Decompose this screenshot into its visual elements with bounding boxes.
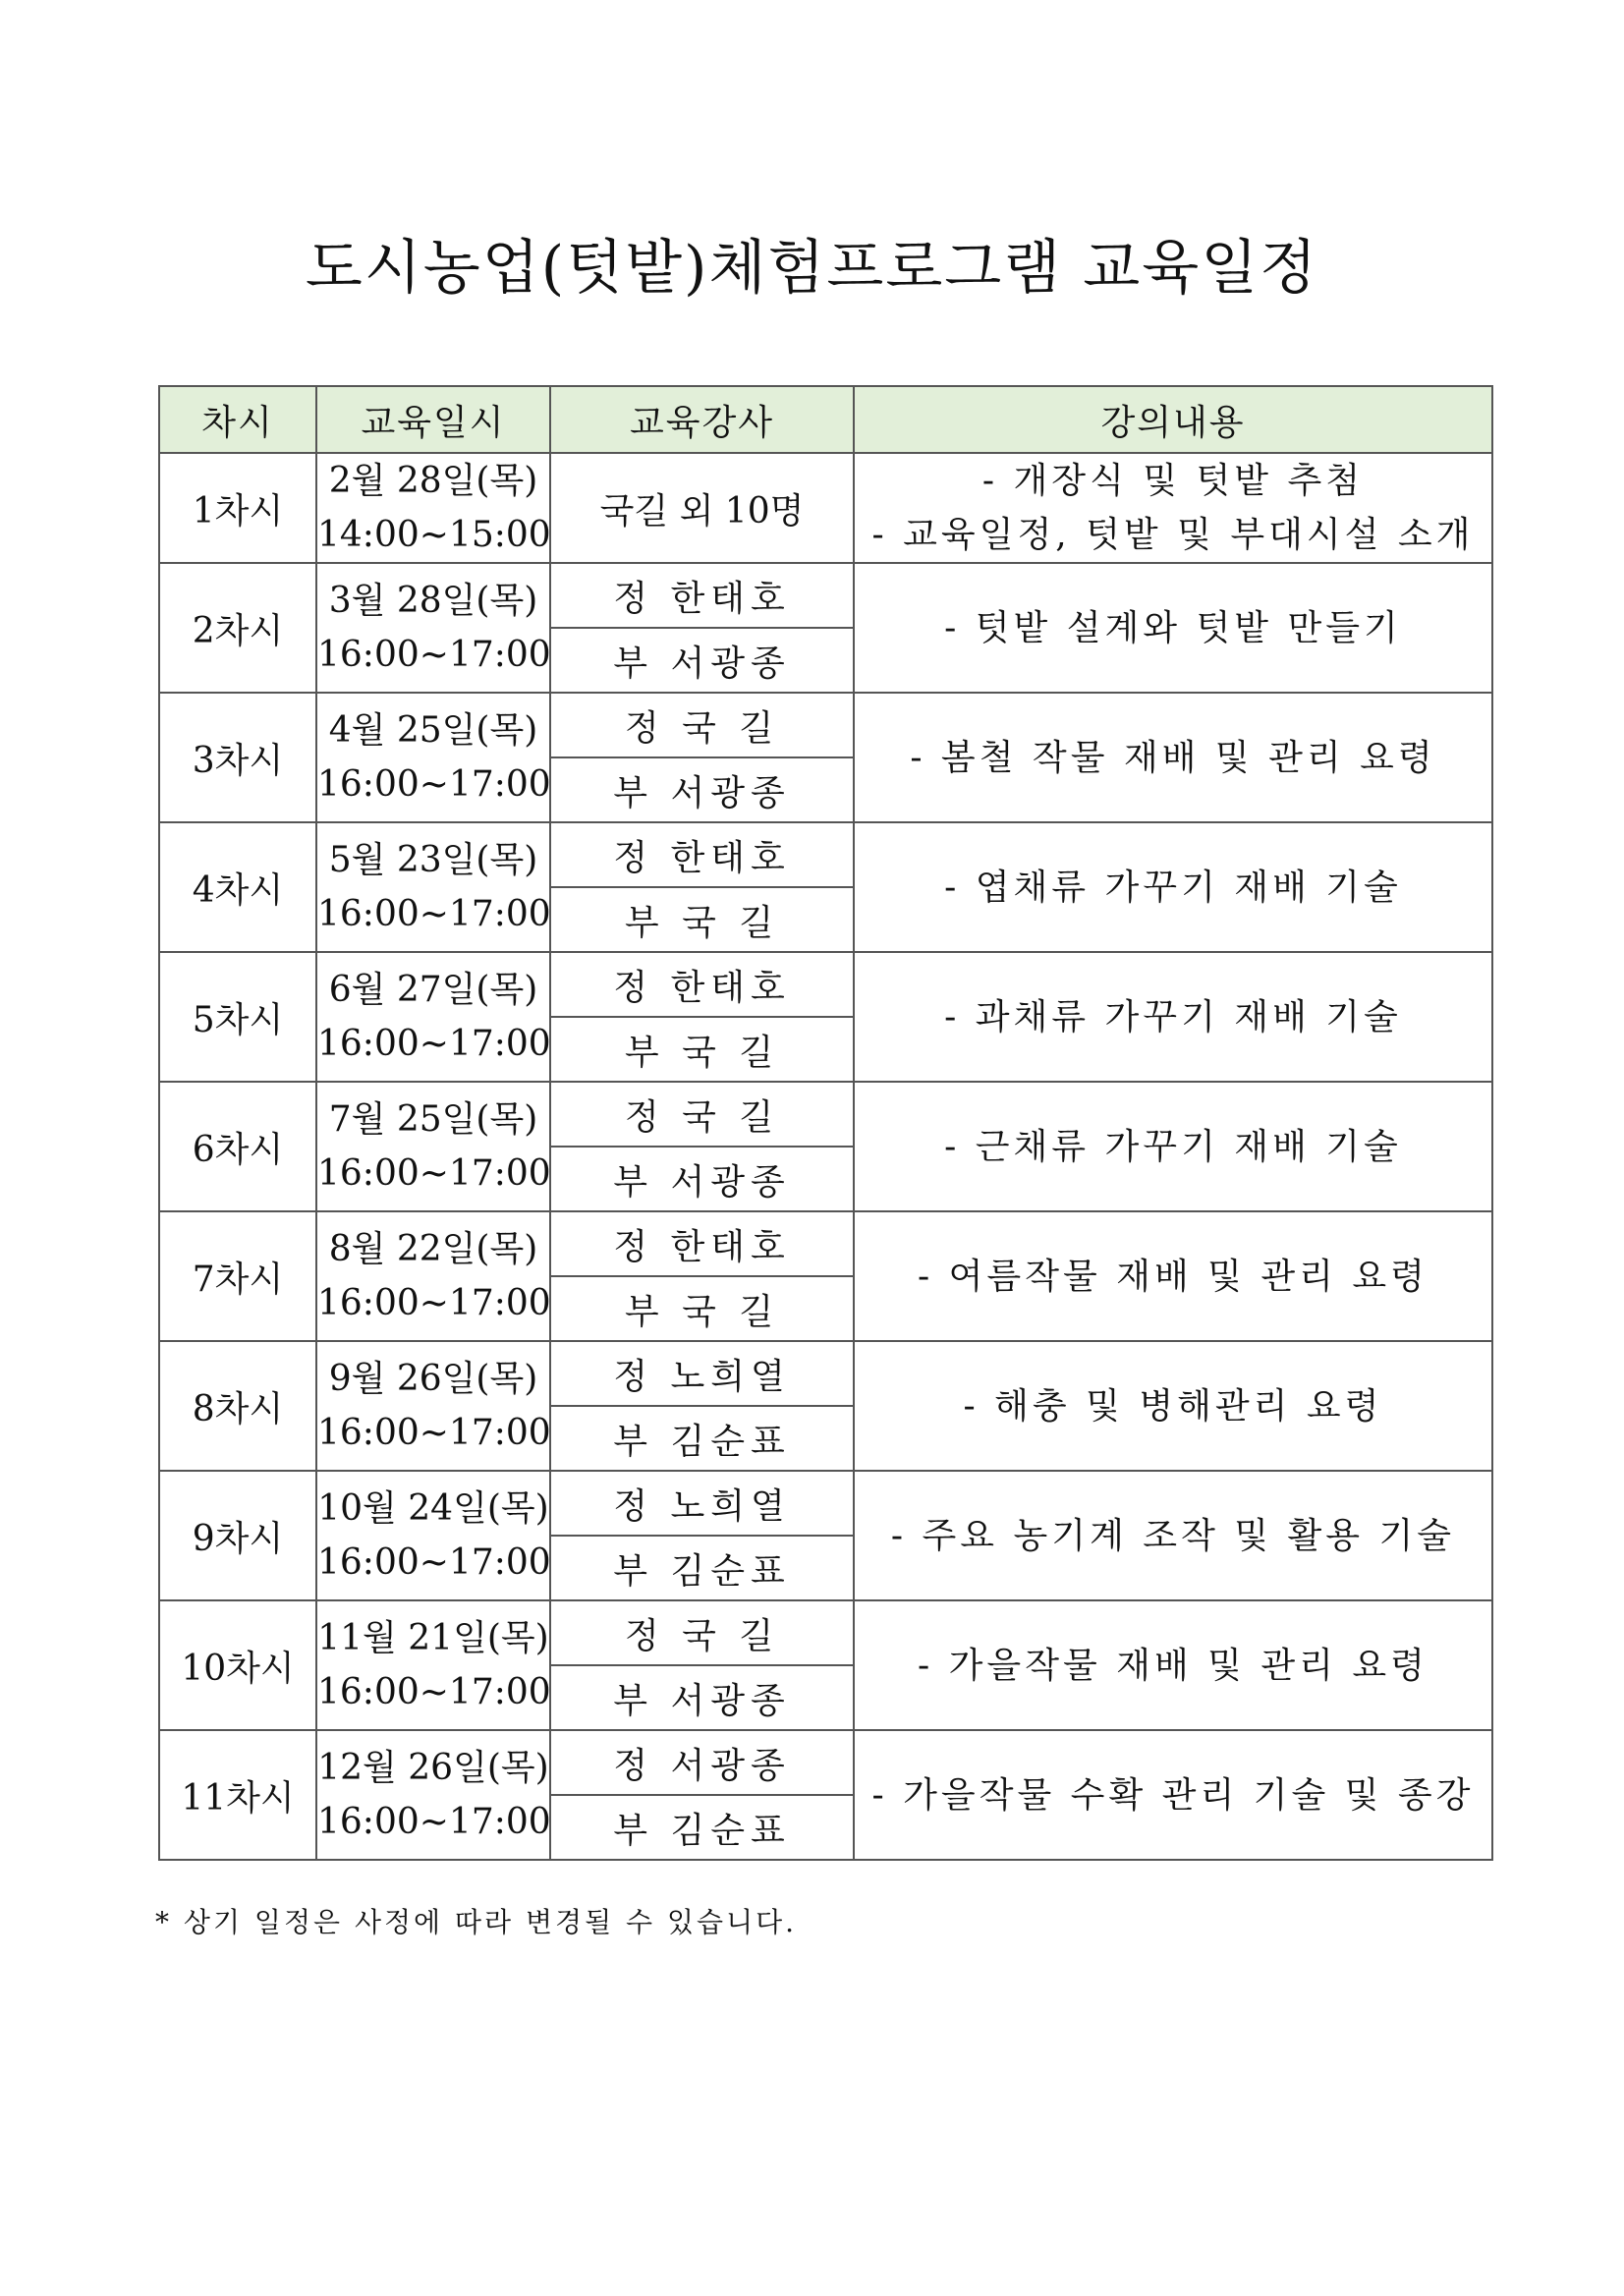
content-line: - 가을작물 재배 및 관리 요령 (918, 1645, 1428, 1686)
date-text: 2월 28일(목) (328, 461, 538, 501)
session-cell: 8차시 (159, 1341, 316, 1471)
instructor-sub-cell: 부 서광종 (550, 1665, 854, 1730)
datetime-cell (316, 1730, 550, 1860)
time-text: 16:00~17:00 (317, 1153, 551, 1194)
session-cell: 5차시 (159, 952, 316, 1082)
session-cell: 11차시 (159, 1730, 316, 1860)
content-line: - 해충 및 병해관리 요령 (963, 1385, 1383, 1427)
datetime-cell (316, 822, 550, 952)
instructor-sub-cell: 부 서광종 (550, 628, 854, 693)
instructor-main-cell: 정 노희열 (550, 1471, 854, 1536)
footnote: * 상기 일정은 사정에 따라 변경될 수 있습니다. (155, 1906, 798, 1938)
time-text: 14:00~15:00 (317, 515, 551, 555)
content-cell (854, 563, 1492, 693)
instructor-sub-cell: 부 김순표 (550, 1406, 854, 1471)
date-text: 4월 25일(목) (328, 710, 538, 751)
content-cell (854, 1471, 1492, 1600)
time-text: 16:00~17:00 (317, 1024, 551, 1064)
time-text: 16:00~17:00 (317, 635, 551, 675)
document-title: 도시농업(텃밭)체험프로그램 교육일정 (305, 234, 1319, 303)
datetime-cell (316, 1600, 550, 1730)
time-text: 16:00~17:00 (317, 1542, 551, 1583)
content-line: - 여름작물 재배 및 관리 요령 (918, 1256, 1428, 1297)
instructor-main-cell: 정 한태호 (550, 822, 854, 887)
date-text: 8월 22일(목) (328, 1229, 538, 1269)
table-row (159, 1082, 1492, 1147)
datetime-cell (316, 952, 550, 1082)
time-text: 16:00~17:00 (317, 1413, 551, 1453)
table-row (159, 1471, 1492, 1536)
header-datetime: 교육일시 (316, 386, 550, 453)
instructor-sub-cell: 부 서광종 (550, 757, 854, 822)
table-row (159, 1730, 1492, 1795)
date-text: 11월 21일(목) (317, 1618, 549, 1658)
session-cell: 6차시 (159, 1082, 316, 1211)
content-cell (854, 1211, 1492, 1341)
content-line: - 교육일정, 텃밭 및 부대시설 소개 (871, 515, 1475, 555)
content-line: - 엽채류 가꾸기 재배 기술 (944, 867, 1402, 908)
content-cell (854, 1730, 1492, 1860)
schedule-body (159, 453, 1492, 1860)
content-line: - 개장식 및 텃밭 추첨 (981, 461, 1365, 501)
instructor-sub-cell: 부 국 길 (550, 1276, 854, 1341)
content-cell (854, 822, 1492, 952)
session-cell: 1차시 (159, 453, 316, 563)
instructor-main-cell: 정 서광종 (550, 1730, 854, 1795)
datetime-cell (316, 453, 550, 563)
instructor-main-cell: 정 국 길 (550, 693, 854, 757)
instructor-sub-cell: 부 서광종 (550, 1147, 854, 1211)
session-cell: 2차시 (159, 563, 316, 693)
table-row (159, 453, 1492, 563)
content-line: - 가을작물 수확 관리 기술 및 종강 (871, 1774, 1475, 1816)
date-text: 3월 28일(목) (328, 581, 538, 621)
instructor-main-cell: 정 한태호 (550, 952, 854, 1017)
instructor-sub-cell: 부 국 길 (550, 1017, 854, 1082)
header-content: 강의내용 (854, 386, 1492, 453)
datetime-cell (316, 563, 550, 693)
table-row (159, 822, 1492, 887)
date-text: 12월 26일(목) (317, 1748, 549, 1788)
content-cell (854, 453, 1492, 563)
datetime-cell (316, 1082, 550, 1211)
datetime-cell (316, 693, 550, 822)
header-instructor: 교육강사 (550, 386, 854, 453)
table-row (159, 952, 1492, 1017)
time-text: 16:00~17:00 (317, 1802, 551, 1842)
table-row (159, 1341, 1492, 1406)
date-text: 9월 26일(목) (328, 1359, 538, 1399)
instructor-main-cell: 정 국 길 (550, 1600, 854, 1665)
datetime-cell (316, 1341, 550, 1471)
date-text: 5월 23일(목) (328, 840, 538, 880)
time-text: 16:00~17:00 (317, 1283, 551, 1323)
content-cell (854, 1082, 1492, 1211)
content-cell (854, 952, 1492, 1082)
content-line: - 근채류 가꾸기 재배 기술 (944, 1126, 1402, 1167)
session-cell: 7차시 (159, 1211, 316, 1341)
datetime-cell (316, 1471, 550, 1600)
instructor-sub-cell: 부 김순표 (550, 1536, 854, 1600)
instructor-sub-cell: 부 국 길 (550, 887, 854, 952)
content-line: - 주요 농기계 조작 및 활용 기술 (890, 1515, 1456, 1556)
schedule-table (158, 385, 1493, 1861)
date-text: 10월 24일(목) (317, 1488, 549, 1529)
session-cell: 10차시 (159, 1600, 316, 1730)
content-line: - 봄철 작물 재배 및 관리 요령 (910, 737, 1436, 778)
time-text: 16:00~17:00 (317, 764, 551, 805)
content-cell (854, 1600, 1492, 1730)
instructor-main-cell: 정 한태호 (550, 1211, 854, 1276)
table-row (159, 563, 1492, 628)
instructor-main-cell: 정 국 길 (550, 1082, 854, 1147)
session-cell: 3차시 (159, 693, 316, 822)
time-text: 16:00~17:00 (317, 894, 551, 934)
content-line: - 텃밭 설계와 텃밭 만들기 (944, 607, 1402, 648)
date-text: 7월 25일(목) (328, 1099, 538, 1140)
instructor-main-cell: 정 한태호 (550, 563, 854, 628)
content-cell (854, 693, 1492, 822)
table-row (159, 1600, 1492, 1665)
header-session: 차시 (159, 386, 316, 453)
instructor-main-cell: 정 노희열 (550, 1341, 854, 1406)
datetime-cell (316, 1211, 550, 1341)
instructor-cell: 국길 외 10명 (550, 453, 854, 563)
time-text: 16:00~17:00 (317, 1672, 551, 1712)
content-line: - 과채류 가꾸기 재배 기술 (944, 996, 1402, 1037)
table-row (159, 693, 1492, 757)
date-text: 6월 27일(목) (328, 970, 538, 1010)
session-cell: 9차시 (159, 1471, 316, 1600)
instructor-sub-cell: 부 김순표 (550, 1795, 854, 1860)
session-cell: 4차시 (159, 822, 316, 952)
table-header-row (159, 386, 1492, 453)
table-row (159, 1211, 1492, 1276)
content-cell (854, 1341, 1492, 1471)
